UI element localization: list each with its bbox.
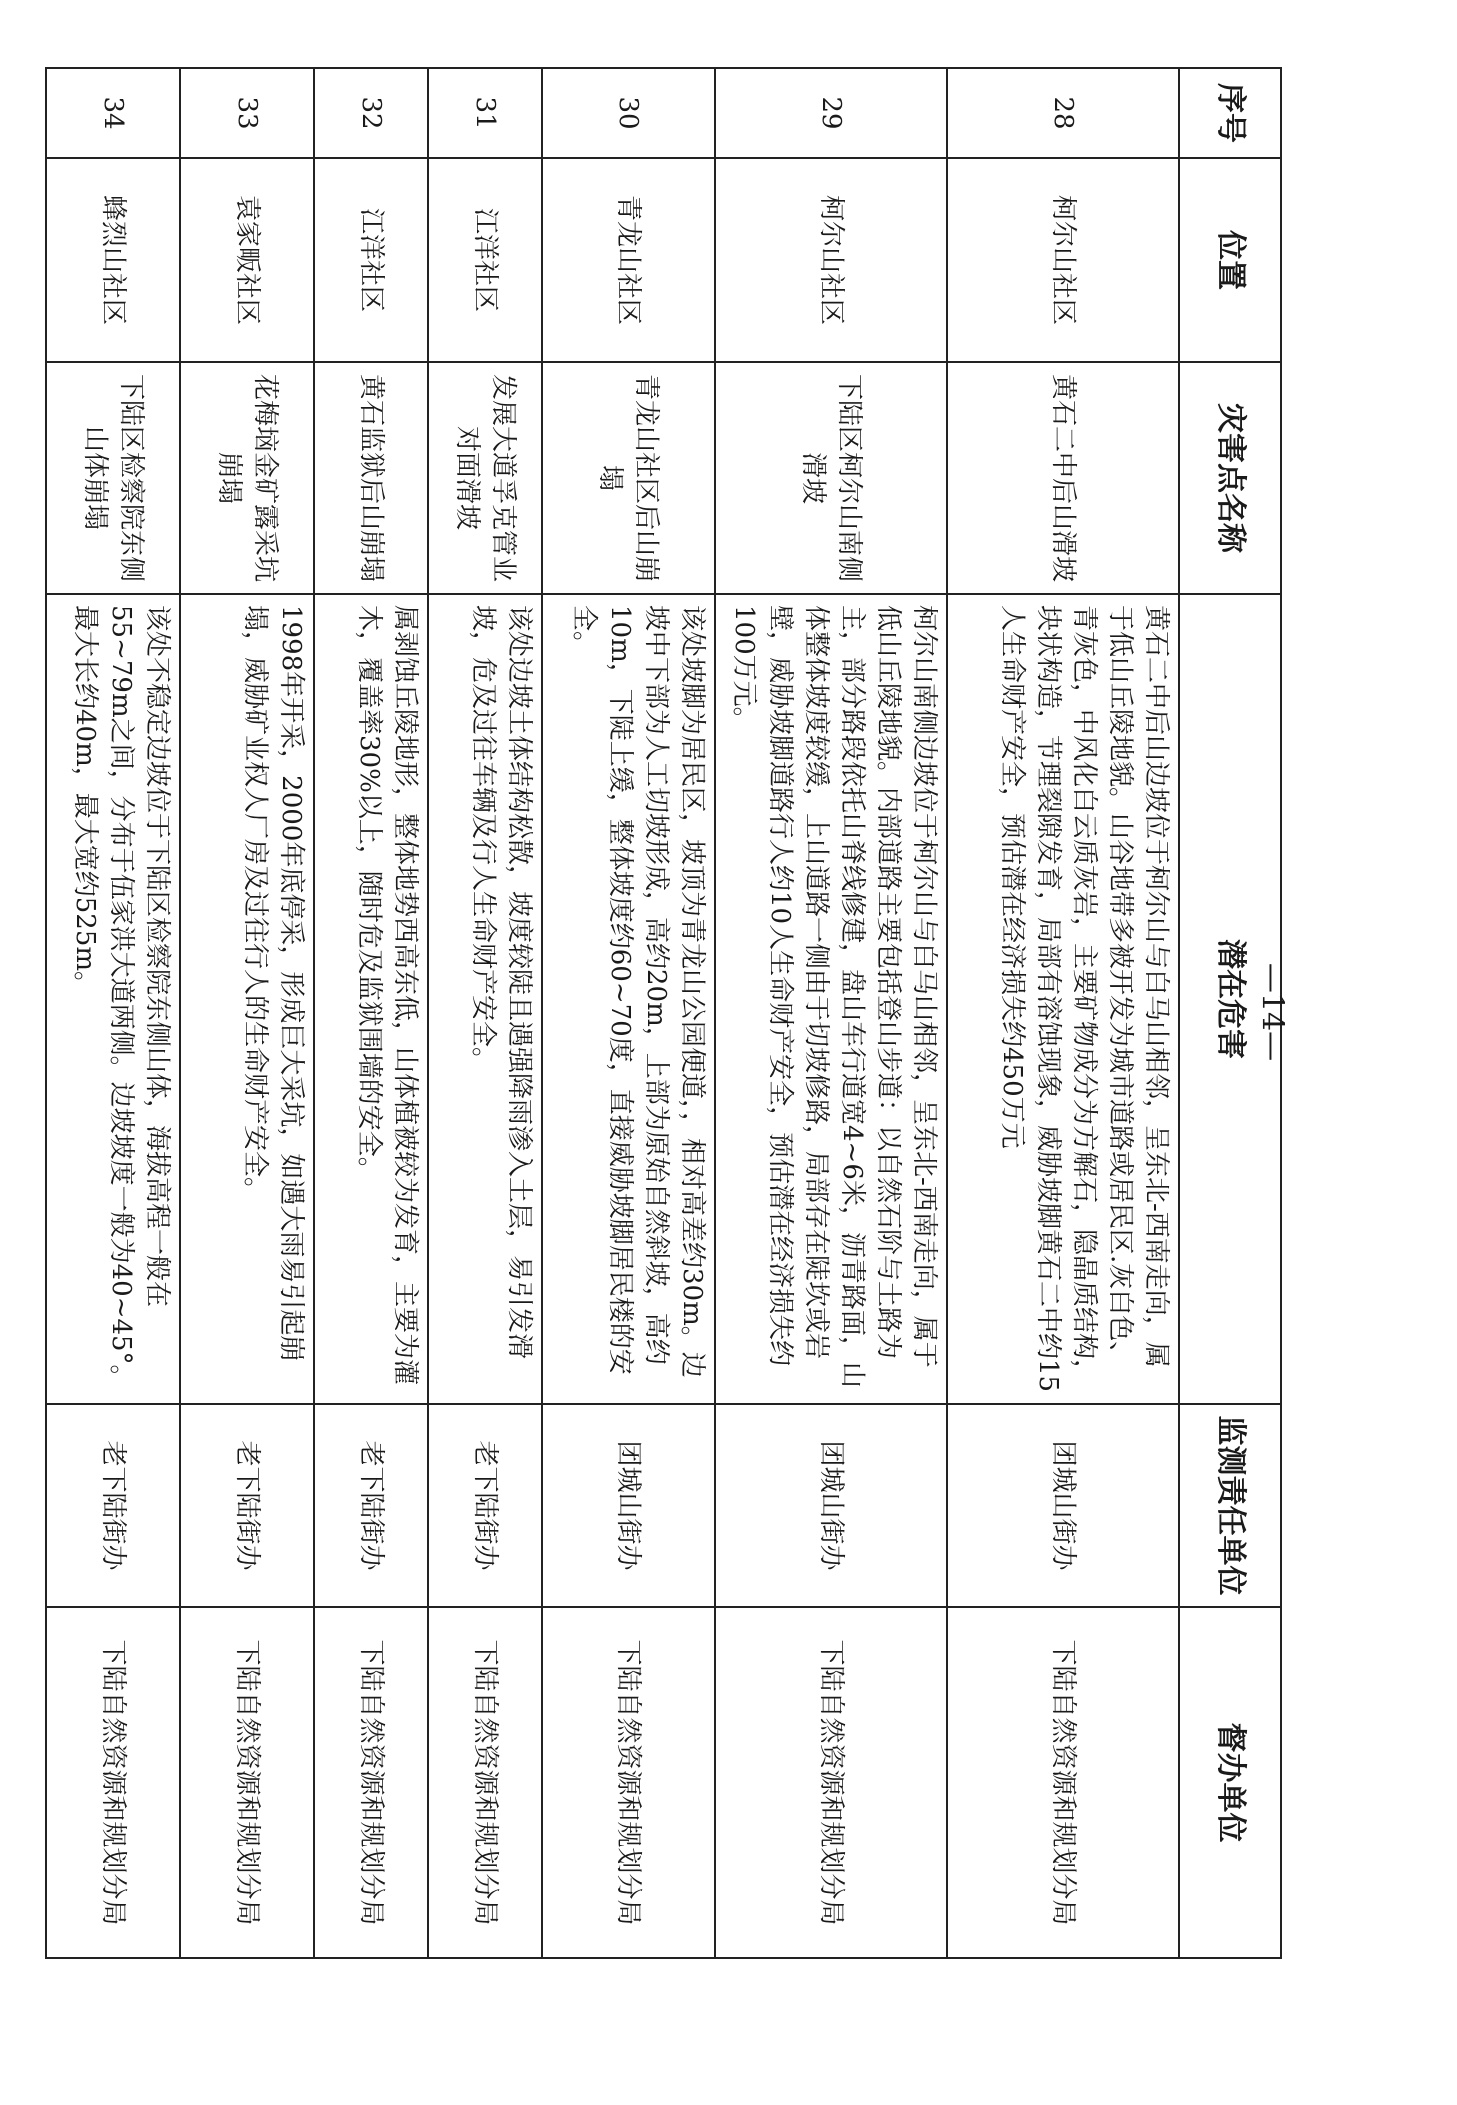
cell-hazard: 1998年开采，2000年底停采，形成巨大采坑，如遇大雨易引起崩塌，威胁矿业权人厂房及过往行人的生命财产安全。	[180, 594, 314, 1404]
cell-monitor: 团城山街办	[542, 1404, 715, 1607]
header-monitor: 监测责任单位	[1179, 1404, 1281, 1607]
cell-location: 江洋社区	[314, 158, 428, 362]
cell-name: 黄石二中后山滑坡	[947, 362, 1179, 594]
cell-supervisor: 下陆自然资源和规划分局	[715, 1607, 947, 1958]
cell-monitor: 老下陆街办	[314, 1404, 428, 1607]
cell-hazard: 该处不稳定边坡位于下陆区检察院东侧山体，海拔高程一般在55~79m之间，分布于伍家洪大道两侧。边坡坡度一般为40~45°。最大长约40m，最大宽约525m。	[46, 594, 180, 1404]
cell-hazard: 属剥蚀丘陵地形，整体地势西高东低，山体植被较为发育，主要为灌木，覆盖率30%以上，随时危及监狱围墙的安全。	[314, 594, 428, 1404]
table-row	[180, 68, 314, 1958]
cell-seq: 31	[428, 68, 542, 158]
cell-monitor: 团城山街办	[715, 1404, 947, 1607]
cell-name: 黄石监狱后山崩塌	[314, 362, 428, 594]
table-row	[428, 68, 542, 1958]
header-location: 位置	[1179, 158, 1281, 362]
table-row	[314, 68, 428, 1958]
cell-location: 袁家畈社区	[180, 158, 314, 362]
cell-hazard: 该处边坡土体结构松散，坡度较陡且遇强降雨渗入土层，易引发滑坡，危及过往车辆及行人生命财产安全。	[428, 594, 542, 1404]
cell-hazard: 该处坡脚为居民区，坡顶为青龙山公园便道，，相对高差约30m。边坡中下部为人工切坡形成，高约20m，上部为原始自然斜坡，高约10m，下陡上缓，整体坡度约60~70度，直接威胁坡脚居民楼的安全。	[542, 594, 715, 1404]
table-row	[715, 68, 947, 1958]
cell-name: 下陆区柯尔山南侧滑坡	[715, 362, 947, 594]
page-number: —14—	[1254, 962, 1290, 1062]
rotated-table-container	[70, 83, 1282, 1926]
cell-seq: 28	[947, 68, 1179, 158]
cell-name: 花梅垴金矿露采坑崩塌	[180, 362, 314, 594]
cell-seq: 34	[46, 68, 180, 158]
cell-seq: 29	[715, 68, 947, 158]
cell-supervisor: 下陆自然资源和规划分局	[542, 1607, 715, 1958]
cell-name: 下陆区检察院东侧山体崩塌	[46, 362, 180, 594]
hazard-table	[45, 67, 1282, 1959]
cell-location: 柯尔山社区	[715, 158, 947, 362]
cell-monitor: 老下陆街办	[180, 1404, 314, 1607]
table-row	[542, 68, 715, 1958]
cell-supervisor: 下陆自然资源和规划分局	[314, 1607, 428, 1958]
cell-supervisor: 下陆自然资源和规划分局	[46, 1607, 180, 1958]
cell-seq: 33	[180, 68, 314, 158]
table-row	[947, 68, 1179, 1958]
header-seq: 序号	[1179, 68, 1281, 158]
header-hazard: 潜在危害	[1179, 594, 1281, 1404]
cell-monitor: 老下陆街办	[46, 1404, 180, 1607]
header-name: 灾害点名称	[1179, 362, 1281, 594]
cell-location: 柯尔山社区	[947, 158, 1179, 362]
cell-name: 发展大道孚克管业对面滑坡	[428, 362, 542, 594]
cell-location: 蜂烈山社区	[46, 158, 180, 362]
cell-name: 青龙山社区后山崩塌	[542, 362, 715, 594]
header-supervisor: 督办单位	[1179, 1607, 1281, 1958]
cell-supervisor: 下陆自然资源和规划分局	[947, 1607, 1179, 1958]
cell-supervisor: 下陆自然资源和规划分局	[180, 1607, 314, 1958]
cell-monitor: 老下陆街办	[428, 1404, 542, 1607]
cell-monitor: 团城山街办	[947, 1404, 1179, 1607]
cell-location: 青龙山社区	[542, 158, 715, 362]
cell-seq: 30	[542, 68, 715, 158]
table-row	[46, 68, 180, 1958]
cell-supervisor: 下陆自然资源和规划分局	[428, 1607, 542, 1958]
cell-hazard: 柯尔山南侧边坡位于柯尔山与白马山相邻，呈东北-西南走向，属于低山丘陵地貌。内部道路主要包括登山步道：以自然石阶与土路为主，部分路段依托山脊线修建，盘山车行道宽4~6米，沥青路面，山体整体坡度较缓，上山道路一侧由于切坡修路，局部存在陡坎或岩壁，威胁坡脚道路行人约10人生命财产安全，预估潜在经济损失约100万元。	[715, 594, 947, 1404]
cell-seq: 32	[314, 68, 428, 158]
cell-hazard: 黄石二中后山边坡位于柯尔山与白马山相邻，呈东北-西南走向，属于低山丘陵地貌。山谷地带多被开发为城市道路或居民区.灰白色、青灰色，中风化白云质灰岩，主要矿物成分为方解石，隐晶质结构，块状构造，节理裂隙发育，局部有溶蚀现象，威胁坡脚黄石二中约15人生命财产安全，预估潜在经济损失约450万元	[947, 594, 1179, 1404]
cell-location: 江洋社区	[428, 158, 542, 362]
